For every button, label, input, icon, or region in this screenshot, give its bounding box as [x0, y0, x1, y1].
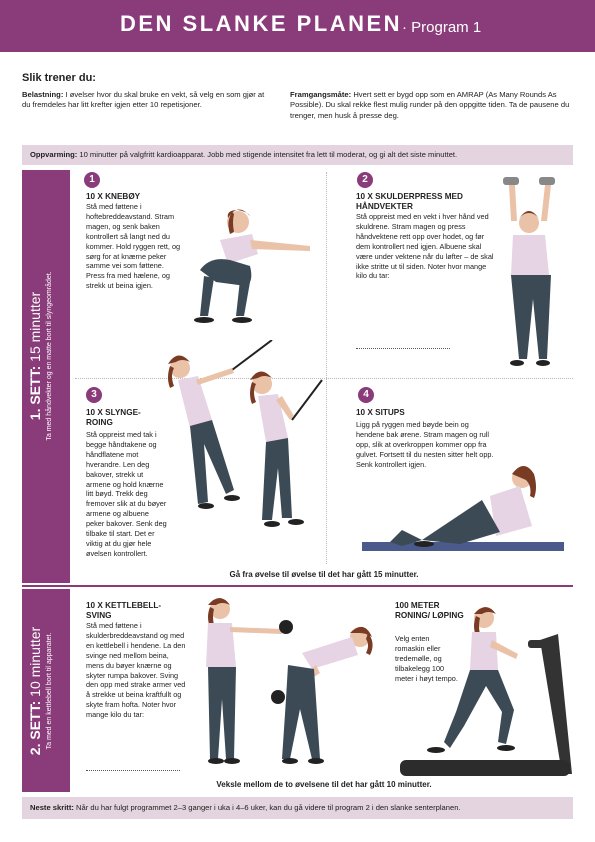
next-step-label: Neste skritt:	[30, 803, 74, 812]
exercise-body-4: Ligg på ryggen med bøyde bein og hendene bak ørene. Stram magen og rull opp, slik at overkroppen kommer opp fra gulvet. Fortsett til du nesten sitter helt opp. Senk kontrollert igjen.	[356, 420, 494, 469]
exercise-number-2: 2	[357, 172, 373, 188]
exercise-number-3: 3	[86, 387, 102, 403]
next-step-text: Når du har fulgt programmet 2–3 ganger i uka i 4–6 uker, kan du gå videre til program 2 i den slanke senterplanen.	[73, 803, 461, 812]
page-header	[0, 0, 595, 52]
exercise-title-3: 10 X SLYNGE-ROING	[86, 408, 141, 427]
set2-time: 10 minutter	[27, 626, 43, 701]
exercise-title-6: 100 METER RONING/ LØPING	[395, 601, 464, 620]
shoulder-press-illustration	[495, 175, 565, 375]
exercise-body-2: Stå oppreist med en vekt i hver hånd ved skuldrene. Stram magen og press håndvektene rett opp over hodet, og før dem kontrollert ned igjen. Albuene skal være under vektene når du løfter – de skal ikke stritte ut til siden. Noter hvor mange kilo du tar:	[356, 212, 494, 281]
set2-heading	[26, 591, 44, 791]
exercise-body-3: Stå oppreist med tak i begge håndtakene og håndflatene mot hverandre. Len deg bakover, strekk ut armene og hold knærne litt bøyd. Trekk deg fremover slik at du bøyer armene og albuene peker bakover. Senk deg tilbake til start. Det er viktig at du gjør hele øvelsen kontrollert.	[86, 430, 167, 558]
exercise-number-1: 1	[84, 172, 100, 188]
set1-time: 15 minutter	[27, 291, 43, 366]
treadmill-running-illustration	[400, 600, 575, 780]
exercise-title-5: 10 X KETTLEBELL-SVING	[86, 601, 162, 620]
weight-note-line-2	[356, 348, 450, 349]
framgang-label: Framgangsmåte:	[290, 90, 352, 99]
squat-illustration	[190, 200, 320, 330]
next-step-bar	[22, 797, 573, 819]
exercise-body-1: Stå med føttene i hoftebreddeavstand. Stram magen, og senk baken kontrollert så langt ned du kommer. Hold ryggen rett, og sørg for at knærne peker samme vei som føttene. Press fra med hælene, og strekk ut beina igjen.	[86, 202, 181, 291]
intro-framgang	[290, 90, 575, 121]
warmup-text: 10 minutter på valgfritt kardioapparat. Jobb med stigende intensitet fra lett til moderat, og gi alt det siste minuttet.	[77, 150, 458, 159]
set2-footer: Veksle mellom de to øvelsene til det har gått 10 minutter.	[216, 780, 432, 789]
kettlebell-swing-illustration	[192, 595, 377, 770]
set1-label-wrap	[26, 162, 66, 550]
page-title: DEN SLANKE PLANEN	[120, 11, 403, 36]
exercise-title-4: 10 X SITUPS	[356, 408, 405, 417]
set1-heading	[26, 162, 44, 550]
set1-sidebar	[22, 170, 70, 583]
set2-title: 2. SETT:	[27, 700, 43, 756]
exercise-title-1: 10 X KNEBØY	[86, 192, 141, 201]
trx-row-illustration	[162, 340, 327, 540]
exercise-title-2: 10 X SKULDERPRESS MED HÅNDVEKTER	[356, 192, 463, 211]
belastning-text: I øvelser hvor du skal bruke en vekt, så velg en som gjør at du fremdeles har litt krefter igjen etter 10 repetisjoner.	[22, 90, 265, 110]
exercise-body-6: Velg enten romaskin eller tredemølle, og tilbakelegg 100 meter i høyt tempo.	[395, 634, 458, 683]
page-subtitle: · Program 1	[402, 19, 482, 36]
exercise-body-5: Stå med føttene i skulderbreddeavstand og med en kettlebell i hendene. La den svinge ned mellom beina, mens du bøyer knærne og skyter rumpa bakover. Sving den opp med strake armer ved å strekke ut beina kraftfullt og skyte fram hofta. Noter hvor mange kilo du tar:	[86, 621, 186, 720]
section-divider	[22, 585, 573, 587]
set1-footer: Gå fra øvelse til øvelse til det har gått 15 minutter.	[229, 570, 419, 579]
intro-belastning	[22, 90, 272, 111]
exercise-number-4: 4	[358, 387, 374, 403]
set1-title: 1. SETT:	[27, 365, 43, 421]
set1-sub: Ta med håndvekter og en matte bort til slyngeområdet.	[46, 271, 53, 441]
intro-heading: Slik trener du:	[22, 72, 96, 84]
warmup-label: Oppvarming:	[30, 150, 78, 159]
situps-illustration	[362, 460, 567, 558]
belastning-label: Belastning:	[22, 90, 64, 99]
warmup-bar	[22, 145, 573, 165]
set2-sub: Ta med en kettlebell bort til apparatet.	[46, 632, 53, 750]
set2-label-wrap	[26, 591, 66, 791]
weight-note-line-5	[86, 770, 180, 771]
set2-sidebar	[22, 589, 70, 792]
framgang-text: Hvert sett er bygd opp som en AMRAP (As Many Rounds As Possible). Du skal rekke flest mulig runder på den oppgitte tiden. Ta de pausene du trenger, men husk å presse deg.	[290, 90, 570, 120]
